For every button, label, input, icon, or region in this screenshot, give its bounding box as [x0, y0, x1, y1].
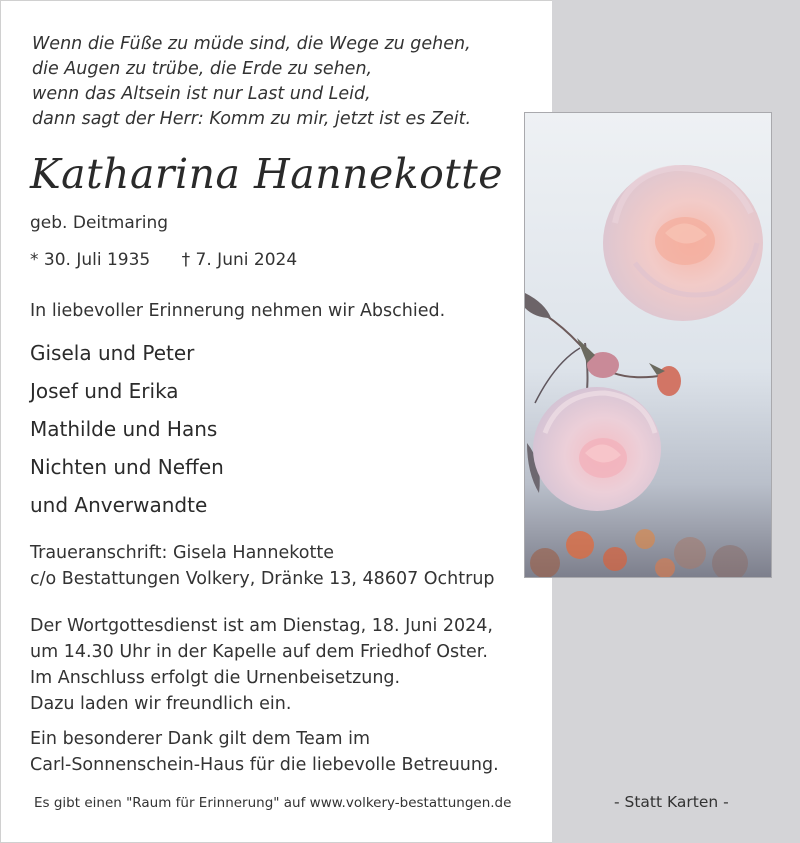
mourners-list	[30, 334, 224, 524]
address-line: c/o Bestattungen Volkery, Dränke 13, 48607 Ochtrup	[30, 569, 495, 589]
address-line: Traueranschrift: Gisela Hannekotte	[30, 543, 334, 563]
service-info	[30, 613, 493, 717]
service-line: Dazu laden wir freundlich ein.	[30, 694, 292, 714]
service-line: Im Anschluss erfolgt die Urnenbeisetzung.	[30, 668, 401, 688]
maiden-name: geb. Deitmaring	[30, 213, 169, 233]
poem-line: wenn das Altsein ist nur Last und Leid,	[32, 84, 371, 104]
mourner: Nichten und Neffen	[30, 455, 224, 479]
mourning-address	[30, 540, 495, 592]
poem-line: Wenn die Füße zu müde sind, die Wege zu gehen,	[32, 34, 471, 54]
birth-date: * 30. Juli 1935	[30, 250, 151, 270]
poem-line: dann sagt der Herr: Komm zu mir, jetzt ist es Zeit.	[32, 109, 472, 129]
rose-photo	[524, 112, 772, 578]
poem	[32, 32, 471, 132]
service-line: Der Wortgottesdienst ist am Dienstag, 18. Juni 2024,	[30, 616, 493, 636]
mourner: Gisela und Peter	[30, 341, 195, 365]
death-date: † 7. Juni 2024	[181, 250, 298, 270]
mourner: Mathilde und Hans	[30, 417, 218, 441]
memorial-website-note: Es gibt einen "Raum für Erinnerung" auf www.volkery-bestattungen.de	[34, 795, 512, 811]
life-dates	[30, 250, 297, 270]
service-line: um 14.30 Uhr in der Kapelle auf dem Friedhof Oster.	[30, 642, 488, 662]
deceased-name: Katharina Hannekotte	[30, 150, 504, 198]
thanks-line: Ein besonderer Dank gilt dem Team im	[30, 729, 371, 749]
statt-karten-label: - Statt Karten -	[614, 793, 729, 811]
farewell-intro: In liebevoller Erinnerung nehmen wir Abschied.	[30, 301, 446, 321]
mourner: und Anverwandte	[30, 493, 208, 517]
thanks-line: Carl-Sonnenschein-Haus für die liebevolle Betreuung.	[30, 755, 499, 775]
mourner: Josef und Erika	[30, 379, 179, 403]
thanks-note	[30, 726, 499, 778]
poem-line: die Augen zu trübe, die Erde zu sehen,	[32, 59, 373, 79]
